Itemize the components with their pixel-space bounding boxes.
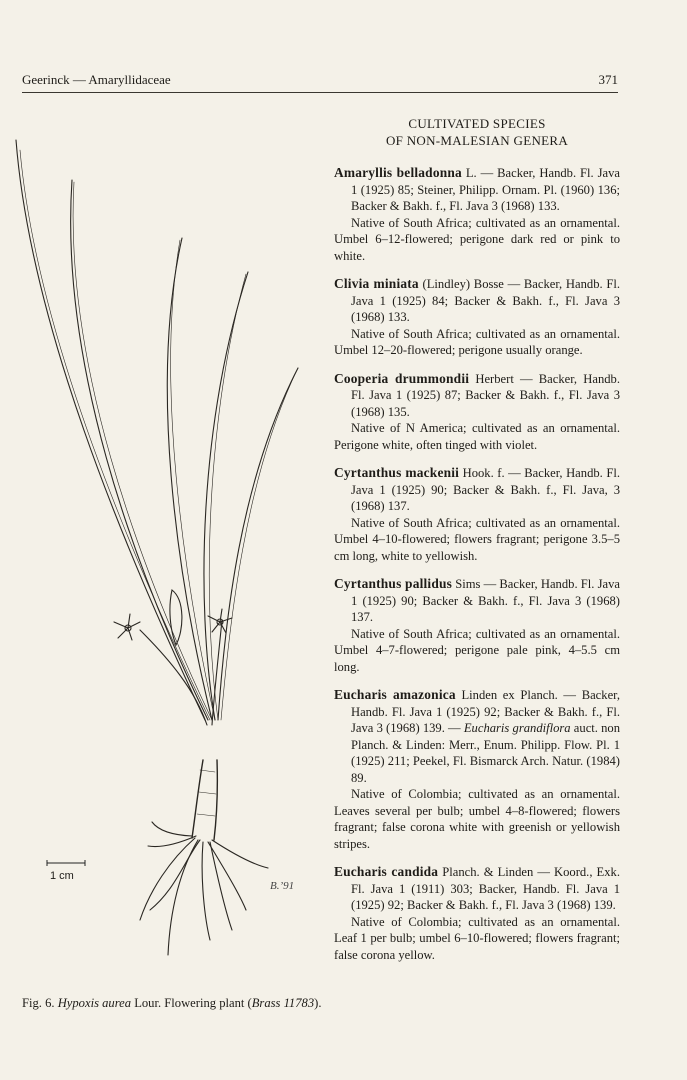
scale-bar (46, 860, 86, 866)
species-entry (334, 864, 620, 963)
caption-prefix: Fig. 6. (22, 996, 58, 1010)
citation (334, 576, 620, 626)
citation-text-continued: auct. non Planch. & Linden: Merr., Enum. Philipp. Flow. Pl. 1 (1925) 211; Peekel, Fl. Bismarck Arch. Natur. (1984) 89. (351, 721, 621, 785)
species-name: Eucharis amazonica (334, 687, 456, 702)
hypoxis-plant-illustration (0, 120, 330, 980)
citation-text: Sims — Backer, Handb. Fl. Java 1 (1925) 90; Backer & Bakh. f., Fl. Java 3 (1968) 137. (351, 577, 620, 624)
citation-text: (Lindley) Bosse — Backer, Handb. Fl. Java 1 (1925) 84; Backer & Bakh. f., Fl. Java 3 (1968) 133. (351, 277, 620, 324)
section-title-line1: CULTIVATED SPECIES (408, 116, 546, 131)
caption-end: ). (314, 996, 322, 1010)
citation (334, 371, 620, 421)
citation-text: Linden ex Planch. — Backer, Handb. Fl. Java 1 (1925) 92; Backer & Bakh. f., Fl. Java 3 (1968) 139. — (351, 688, 620, 735)
citation (334, 864, 620, 914)
species-name: Amaryllis belladonna (334, 165, 462, 180)
caption-species: Hypoxis aurea (57, 996, 132, 1010)
header-rule (22, 92, 618, 93)
citation (334, 465, 620, 515)
citation (334, 165, 620, 215)
species-note: Native of South Africa; cultivated as an ornamental. Umbel 4–10-flowered; flowers fragrant; perigone 3.5–5 cm long, white to yellowish. (334, 515, 620, 563)
species-entry (334, 276, 620, 359)
synonym-name: Eucharis grandiflora (463, 721, 571, 735)
species-name: Cyrtanthus pallidus (334, 576, 453, 591)
scale-label: 1 cm (50, 870, 74, 882)
species-entry (334, 687, 620, 852)
species-name: Cooperia drummondii (334, 370, 470, 386)
botanical-plate (0, 120, 330, 980)
species-entry (334, 576, 620, 675)
illustrator-signature: B.’91 (270, 880, 295, 892)
species-entry (334, 465, 620, 564)
species-note: Native of South Africa; cultivated as an ornamental. Umbel 6–12-flowered; perigone dark red or pink to white. (334, 215, 620, 263)
species-note: Native of South Africa; cultivated as an ornamental. Umbel 4–7-flowered; perigone pale pink, 4–5.5 cm long. (334, 626, 620, 674)
citation-text: Herbert — Backer, Handb. Fl. Java 1 (1925) 87; Backer & Bakh. f., Fl. Java 3 (1968) 135. (351, 371, 620, 419)
species-note: Native of N America; cultivated as an ornamental. Perigone white, often tinged with violet. (334, 421, 620, 452)
species-name: Clivia miniata (334, 276, 419, 291)
page-number: 371 (598, 72, 618, 87)
species-entry (334, 371, 620, 454)
species-name: Eucharis candida (334, 864, 439, 879)
citation-text: Hook. f. — Backer, Handb. Fl. Java 1 (1925) 90; Backer & Bakh. f., Fl. Java, 3 (1968) 137. (351, 466, 620, 513)
citation-text: Planch. & Linden — Koord., Exk. Fl. Java 1 (1911) 303; Backer, Handb. Fl. Java 1 (1925) 92; Backer & Bakh. f., Fl. Java 3 (1968) 139. (351, 865, 620, 912)
running-head-author: Geerinck — Amaryllidaceae (22, 72, 171, 87)
species-note: Native of South Africa; cultivated as an ornamental. Umbel 12–20-flowered; perigone usually orange. (334, 326, 620, 357)
species-note: Native of Colombia; cultivated as an ornamental. Leaves several per bulb; umbel 4–8-flowered; flowers fragrant; false corona white with greenish or yellowish stripes. (334, 787, 620, 851)
species-note: Native of Colombia; cultivated as an ornamental. Leaf 1 per bulb; umbel 6–10-flowered; flowers fragrant; false corona yellow. (334, 914, 620, 962)
caption-collector: Brass 11783 (251, 996, 315, 1010)
species-name: Cyrtanthus mackenii (334, 465, 460, 480)
figure-caption (22, 995, 322, 1012)
section-title (334, 115, 620, 149)
citation-text: L. — Backer, Handb. Fl. Java 1 (1925) 85; Steiner, Philipp. Ornam. Pl. (1960) 136; Backer & Bakh. f., Fl. Java 3 (1968) 133. (351, 166, 620, 213)
species-entries (334, 165, 620, 975)
running-head (22, 72, 618, 88)
citation (334, 687, 620, 786)
section-title-line2: OF NON-MALESIAN GENERA (385, 133, 569, 148)
citation (334, 276, 620, 326)
species-entry (334, 165, 620, 264)
caption-mid: Lour. Flowering plant ( (131, 996, 252, 1010)
